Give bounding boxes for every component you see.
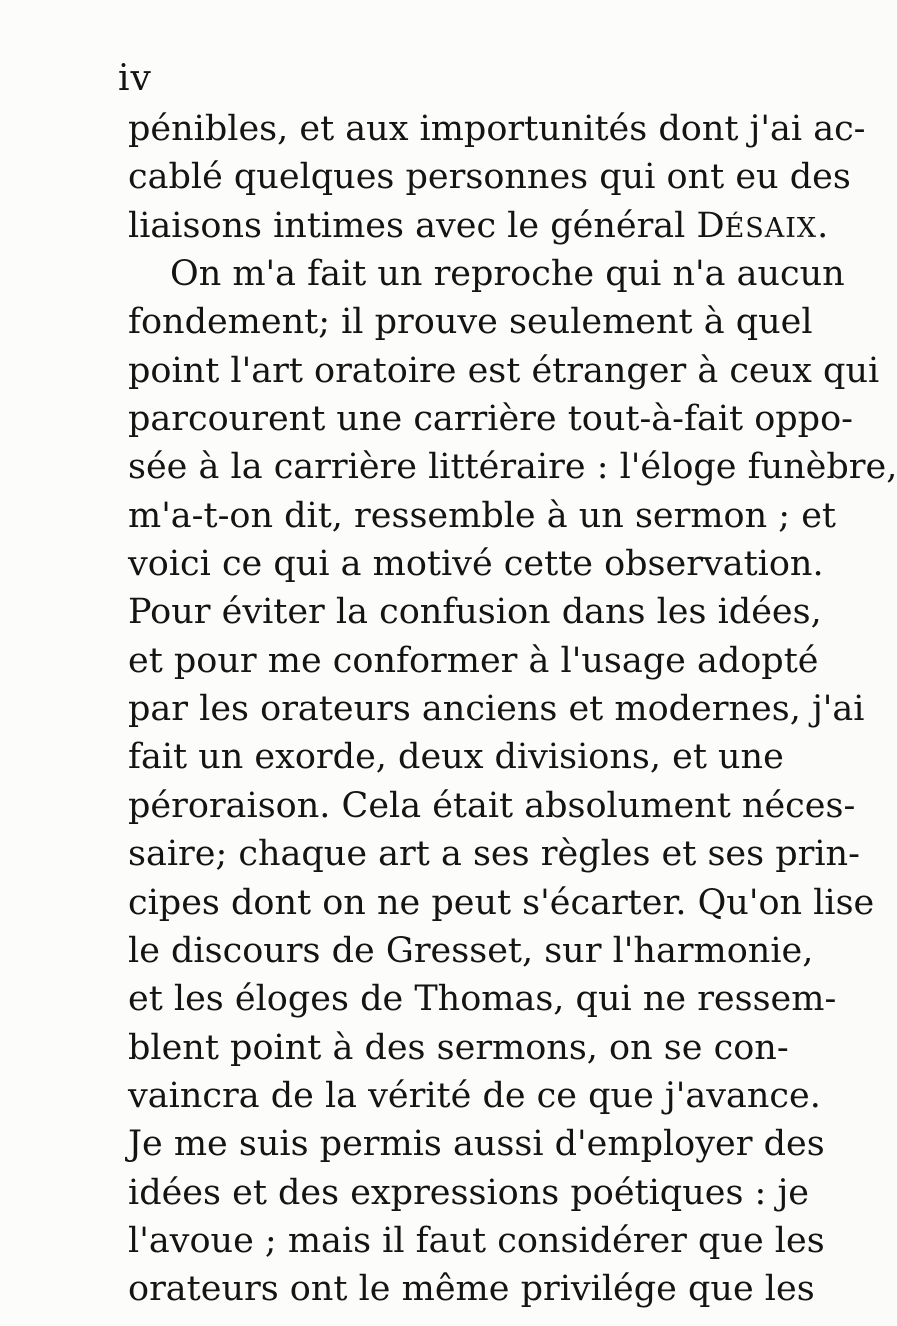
- text-line: liaisons intimes avec le général DÉSAIX.: [128, 205, 829, 246]
- text-line: blent point à des sermons, on se con-: [128, 1027, 789, 1068]
- text-line: parcourent une carrière tout-à-fait oppo-: [128, 399, 853, 440]
- page-number: iv: [118, 58, 152, 99]
- text-line: cipes dont on ne peut s'écarter. Qu'on lise: [128, 882, 875, 923]
- text-line: m'a-t-on dit, ressemble à un sermon ; et: [128, 495, 836, 536]
- text-line: orateurs ont le même privilége que les: [128, 1269, 815, 1310]
- text-line: idées et des expressions poétiques : je: [128, 1172, 810, 1213]
- text-line: Je me suis permis aussi d'employer des: [128, 1124, 825, 1165]
- text-line: saire; chaque art a ses règles et ses prin-: [128, 834, 860, 875]
- text-line: cablé quelques personnes qui ont eu des: [128, 157, 851, 198]
- text-line: sée à la carrière littéraire : l'éloge funèbre,: [128, 447, 897, 488]
- text-line: pénibles, et aux importunités dont j'ai ac-: [128, 109, 866, 149]
- text-line: fait un exorde, deux divisions, et une: [128, 737, 784, 778]
- text-line: péroraison. Cela était absolument néces-: [128, 785, 856, 826]
- text-line: l'avoue ; mais il faut considérer que les: [128, 1220, 825, 1261]
- text-line: fondement; il prouve seulement à quel: [128, 302, 813, 343]
- body-text: [128, 105, 897, 1314]
- text-line: par les orateurs anciens et modernes, j'ai: [128, 689, 865, 730]
- text-line: vaincra de la vérité de ce que j'avance.: [128, 1075, 821, 1116]
- text-line: On m'a fait un reproche qui n'a aucun: [170, 254, 845, 295]
- text-line: voici ce qui a motivé cette observation.: [128, 544, 824, 585]
- text-line: point l'art oratoire est étranger à ceux qui: [128, 350, 880, 391]
- text-line: Pour éviter la confusion dans les idées,: [128, 592, 822, 633]
- text-line: et les éloges de Thomas, qui ne ressem-: [128, 979, 837, 1020]
- text-line: et pour me conformer à l'usage adopté: [128, 640, 819, 681]
- text-line: le discours de Gresset, sur l'harmonie,: [128, 930, 814, 971]
